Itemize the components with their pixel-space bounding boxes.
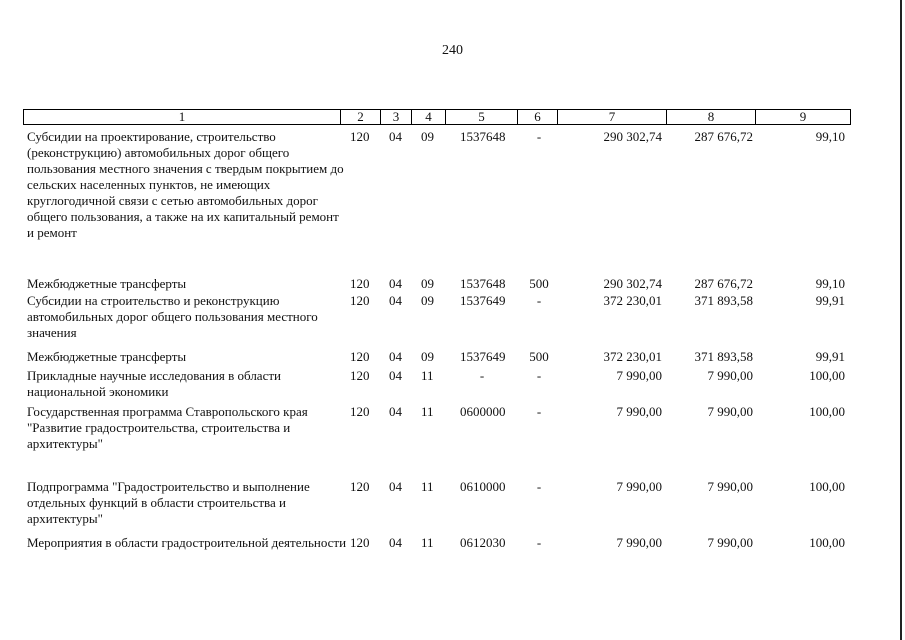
- row-name: Межбюджетные трансферты: [27, 276, 187, 291]
- row-col-9: 99,91: [815, 293, 845, 308]
- row-col-9: 100,00: [809, 535, 845, 550]
- page-number: 240: [442, 43, 463, 58]
- row-col-7: 372 230,01: [603, 293, 662, 308]
- row-name: Прикладные научные исследования в области национальной экономики: [27, 368, 281, 399]
- row-name: Подпрограмма "Градостроительство и выполнение отдельных функций в области строительства и архитектуры": [27, 479, 310, 526]
- row-col-2: 120: [350, 368, 370, 383]
- row-col-3: 04: [389, 535, 402, 550]
- header-col-2: 2: [340, 109, 381, 125]
- row-col-8: 7 990,00: [707, 535, 753, 550]
- row-col-6: -: [536, 129, 542, 144]
- header-col-3: 3: [380, 109, 412, 125]
- row-name: Государственная программа Ставропольского края "Развитие градостроительства, строительства и архитектуры": [27, 404, 308, 451]
- row-col-8: 371 893,58: [694, 349, 753, 364]
- row-col-2: 120: [350, 276, 370, 291]
- row-col-8: 7 990,00: [707, 368, 753, 383]
- header-col-7: 7: [557, 109, 667, 125]
- header-col-1: 1: [23, 109, 341, 125]
- row-col-5: 0612030: [460, 535, 506, 550]
- row-col-2: 120: [350, 479, 370, 494]
- row-col-5: -: [479, 368, 485, 383]
- row-col-5: 1537648: [460, 129, 506, 144]
- row-col-5: 1537649: [460, 293, 506, 308]
- row-col-4: 09: [421, 293, 434, 308]
- row-col-9: 99,91: [815, 349, 845, 364]
- header-col-4: 4: [411, 109, 446, 125]
- row-col-3: 04: [389, 129, 402, 144]
- row-col-3: 04: [389, 293, 402, 308]
- row-col-9: 100,00: [809, 479, 845, 494]
- row-col-6: -: [536, 404, 542, 419]
- row-col-4: 09: [421, 129, 434, 144]
- row-name: Субсидии на проектирование, строительство (реконструкцию) автомобильных дорог общего пользования местного значения с твердым покрытием до сельских населенных пунктов, не имеющих круглогодичной связи с сетью автомобильных дорог общего пользования, а также на их капитальный ремонт и ремонт: [27, 129, 344, 240]
- row-col-2: 120: [350, 349, 370, 364]
- row-col-3: 04: [389, 368, 402, 383]
- row-col-9: 99,10: [815, 276, 845, 291]
- row-col-3: 04: [389, 404, 402, 419]
- row-col-3: 04: [389, 479, 402, 494]
- row-col-5: 0600000: [460, 404, 506, 419]
- row-col-5: 0610000: [460, 479, 506, 494]
- row-col-6: -: [536, 293, 542, 308]
- row-col-8: 287 676,72: [694, 129, 753, 144]
- header-col-9: 9: [755, 109, 851, 125]
- row-col-6: 500: [529, 276, 549, 291]
- row-col-4: 09: [421, 276, 434, 291]
- row-col-3: 04: [389, 349, 402, 364]
- row-col-7: 290 302,74: [603, 276, 662, 291]
- row-col-8: 371 893,58: [694, 293, 753, 308]
- row-col-7: 290 302,74: [603, 129, 662, 144]
- row-col-8: 7 990,00: [707, 404, 753, 419]
- page-edge-line: [900, 0, 902, 640]
- row-col-4: 11: [421, 404, 434, 419]
- row-col-5: 1537649: [460, 349, 506, 364]
- header-col-5: 5: [445, 109, 518, 125]
- row-col-6: -: [536, 535, 542, 550]
- row-col-7: 372 230,01: [603, 349, 662, 364]
- row-col-3: 04: [389, 276, 402, 291]
- row-col-7: 7 990,00: [616, 368, 662, 383]
- row-name: Межбюджетные трансферты: [27, 349, 187, 364]
- row-col-2: 120: [350, 293, 370, 308]
- row-col-9: 100,00: [809, 404, 845, 419]
- row-col-4: 11: [421, 479, 434, 494]
- row-col-4: 09: [421, 349, 434, 364]
- row-col-6: 500: [529, 349, 549, 364]
- row-col-2: 120: [350, 129, 370, 144]
- row-col-6: -: [536, 368, 542, 383]
- row-col-8: 287 676,72: [694, 276, 753, 291]
- row-col-2: 120: [350, 404, 370, 419]
- header-col-6: 6: [517, 109, 558, 125]
- row-col-7: 7 990,00: [616, 404, 662, 419]
- row-col-5: 1537648: [460, 276, 506, 291]
- row-col-7: 7 990,00: [616, 479, 662, 494]
- row-name: Субсидии на строительство и реконструкцию автомобильных дорог общего пользования местного значения: [27, 293, 318, 340]
- row-col-7: 7 990,00: [616, 535, 662, 550]
- row-col-4: 11: [421, 368, 434, 383]
- row-col-6: -: [536, 479, 542, 494]
- row-col-4: 11: [421, 535, 434, 550]
- row-col-2: 120: [350, 535, 370, 550]
- header-col-8: 8: [666, 109, 756, 125]
- row-col-9: 100,00: [809, 368, 845, 383]
- row-name: Мероприятия в области градостроительной деятельности: [27, 535, 347, 550]
- row-col-9: 99,10: [815, 129, 845, 144]
- row-col-8: 7 990,00: [707, 479, 753, 494]
